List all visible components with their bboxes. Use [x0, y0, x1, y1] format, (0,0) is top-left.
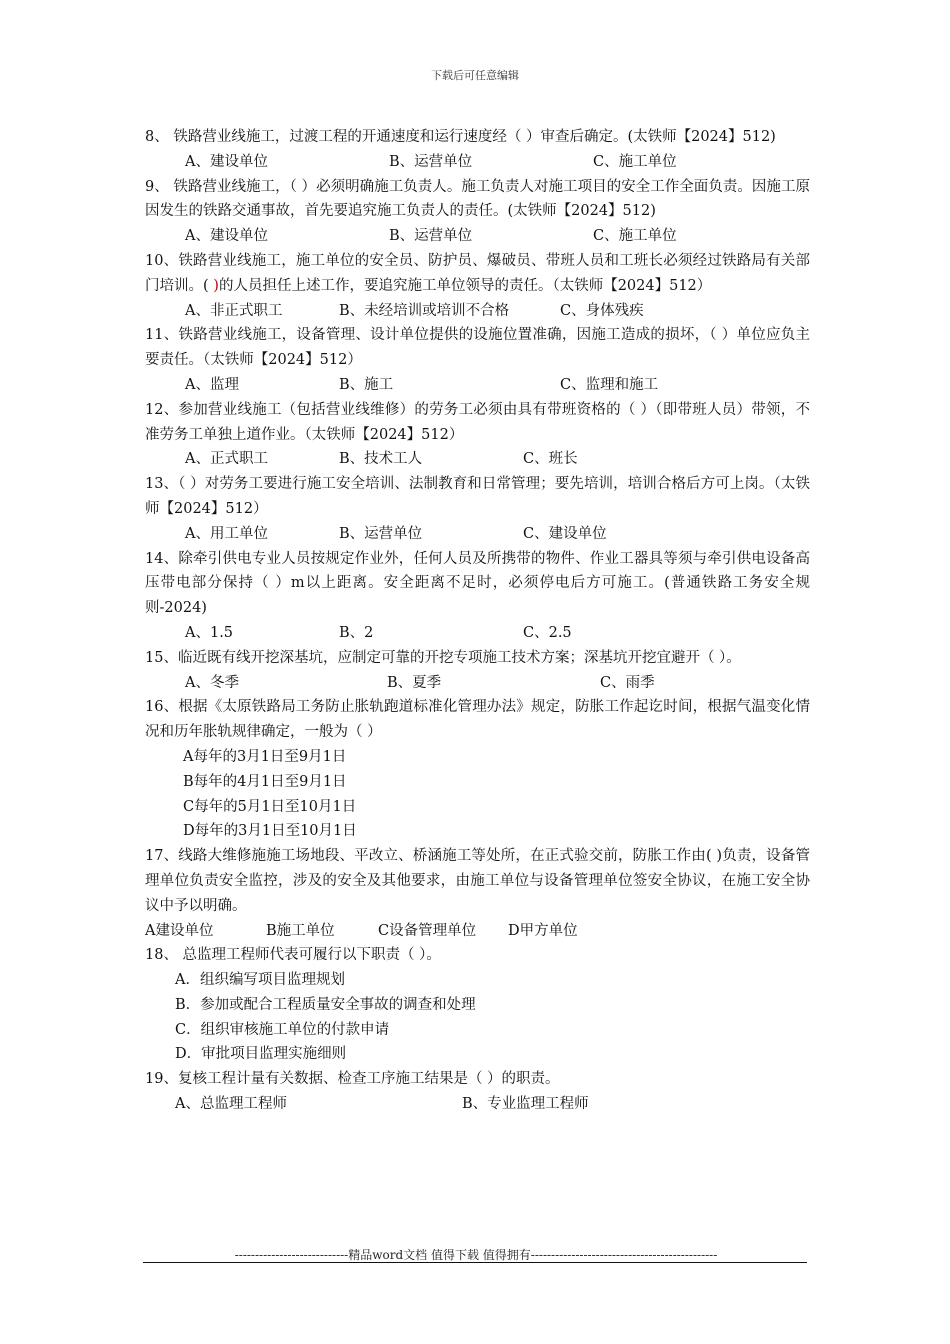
option-a: A、用工单位: [185, 525, 268, 542]
question-10-text-b: 的人员担任上述工作，要追究施工单位领导的责任。（太铁师【2024】512）: [218, 277, 712, 294]
option-a: A建设单位: [145, 922, 214, 939]
page-header: 下载后可任意编辑: [431, 69, 519, 82]
option-b: B每年的4月1日至9月1日: [183, 773, 347, 790]
question-13-options: [145, 522, 810, 547]
question-17-options: [145, 919, 810, 944]
question-10-options: [145, 299, 810, 324]
option-a: A、建设单位: [185, 153, 268, 170]
question-18: 18、 总监理工程师代表可履行以下职责（ ）。: [145, 947, 441, 964]
option-b: B、夏季: [387, 674, 442, 691]
question-17: 17、线路大维修施施工场地段、平改立、桥涵施工等处所，在正式验交前，防胀工作由( )负责，设备管理单位负责安全监控，涉及的安全及其他要求，由施工单位与设备管理单位签安全协议，在施工安全协议中予以明确。: [145, 848, 810, 914]
option-d: D每年的3月1日至10月1日: [183, 823, 357, 840]
question-15-options: [145, 671, 810, 696]
option-a: A、总监理工程师: [175, 1096, 287, 1113]
question-10-text-a: 10、铁路营业线施工，施工单位的安全员、防护员、爆破员、带班人员和工班长必须经过铁路局有关部门培训。(: [145, 252, 810, 294]
question-10: [145, 249, 810, 299]
document-body: [145, 125, 810, 1117]
option-c: C、施工单位: [593, 153, 677, 170]
question-9: 9、 铁路营业线施工，（ ）必须明确施工负责人。施工负责人对施工项目的安全工作全面负责。因施工原因发生的铁路交通事故，首先要追究施工负责人的责任。(太铁师【2024】512): [145, 178, 810, 220]
option-b: B、未经培训或培训不合格: [339, 302, 510, 319]
option-b: B、专业监理工程师: [462, 1096, 589, 1113]
option-b: B施工单位: [266, 922, 335, 939]
question-12-options: [145, 447, 810, 472]
question-13: 13、（ ）对劳务工要进行施工安全培训、法制教育和日常管理；要先培训，培训合格后方可上岗。（太铁师【2024】512）: [145, 476, 810, 517]
question-16: 16、根据《太原铁路局工务防止胀轨跑道标准化管理办法》规定，防胀工作起讫时间，根据气温变化情况和历年胀轨规律确定，一般为（ ）: [145, 699, 810, 741]
option-c: C、班长: [523, 451, 578, 468]
option-c: C、2.5: [523, 624, 572, 641]
question-14: 14、除牵引供电专业人员按规定作业外，任何人员及所携带的物件、作业工器具等须与牵引供电设备高压带电部分保持（ ）m以上距离。安全距离不足时，必须停电后方可施工。(普通铁路工务安全规则-2024): [145, 550, 810, 617]
option-b: B、2: [339, 624, 374, 641]
option-b: B、运营单位: [389, 228, 473, 245]
option-c: C．组织审核施工单位的付款申请: [175, 1021, 390, 1038]
option-b: B、施工: [339, 376, 394, 393]
question-8-options: [145, 150, 810, 175]
option-a: A每年的3月1日至9月1日: [183, 748, 347, 765]
option-c: C设备管理单位: [378, 922, 477, 939]
question-14-options: [145, 621, 810, 646]
option-b: B、运营单位: [389, 153, 473, 170]
page-footer: ----------------------------精品word文档 值得下载 值得拥有----------------------------------------------: [234, 1248, 718, 1262]
question-8: 8、 铁路营业线施工，过渡工程的开通速度和运行速度经（ ）审查后确定。(太铁师【2024】512): [145, 129, 776, 145]
option-a: A、1.5: [185, 624, 234, 641]
option-c: C每年的5月1日至10月1日: [183, 798, 357, 815]
option-b: B、技术工人: [339, 451, 423, 468]
question-11-options: [145, 373, 810, 398]
option-a: A、非正式职工: [185, 302, 283, 319]
option-c: C、监理和施工: [560, 376, 659, 393]
footer-rule: [143, 1262, 807, 1263]
question-19-options: [145, 1092, 810, 1117]
question-10-red-paren: ): [208, 277, 219, 294]
option-a: A、监理: [185, 376, 239, 393]
option-b: B．参加或配合工程质量安全事故的调查和处理: [175, 996, 476, 1013]
option-a: A、冬季: [185, 674, 239, 691]
option-d: D．审批项目监理实施细则: [175, 1046, 347, 1063]
option-c: C、建设单位: [523, 525, 607, 542]
option-a: A、正式职工: [185, 451, 268, 468]
option-a: A、建设单位: [185, 228, 268, 245]
question-15: 15、临近既有线开挖深基坑，应制定可靠的开挖专项施工技术方案；深基坑开挖宜避开（ ）。: [145, 649, 741, 666]
option-d: D甲方单位: [508, 922, 578, 939]
question-11: 11、铁路营业线施工，设备管理、设计单位提供的设施位置准确，因施工造成的损坏，（ ）单位应负主要责任。（太铁师【2024】512）: [145, 327, 810, 369]
option-c: C、身体残疾: [560, 302, 644, 319]
question-12: 12、参加营业线施工（包括营业线维修）的劳务工必须由具有带班资格的（ ）（即带班人员）带领，不准劳务工单独上道作业。（太铁师【2024】512）: [145, 401, 810, 443]
option-c: C、雨季: [600, 674, 655, 691]
option-b: B、运营单位: [339, 525, 423, 542]
option-a: A．组织编写项目监理规划: [175, 972, 345, 989]
question-19: 19、复核工程计量有关数据、检查工序施工结果是（ ）的职责。: [145, 1071, 560, 1088]
question-9-options: [145, 224, 810, 249]
option-c: C、施工单位: [593, 228, 677, 245]
